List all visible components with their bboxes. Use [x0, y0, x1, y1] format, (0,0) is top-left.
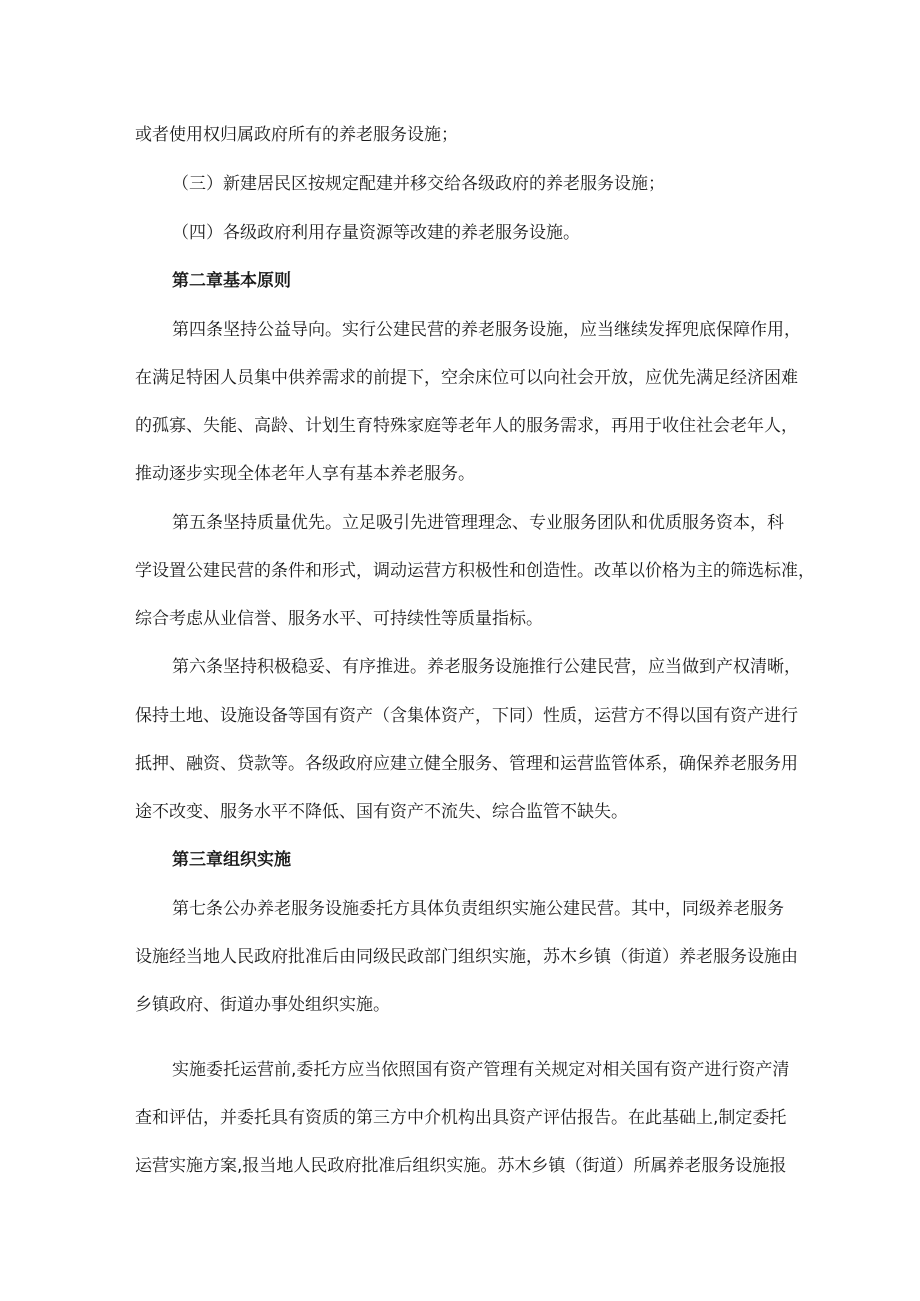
text-line-15: 途不改变、服务水平不降低、国有资产不流失、综合监管不缺失。 [135, 802, 628, 822]
text-line-2: （三）新建居民区按规定配建并移交给各级政府的养老服务设施； [172, 174, 665, 194]
text-line-8: 推动逐步实现全体老年人享有基本养老服务。 [135, 464, 475, 484]
chapter-heading-3: 第三章组织实施 [172, 850, 291, 870]
text-line-13: 保持土地、设施设备等国有资产（含集体资产，下同）性质，运营方不得以国有资产进行 [135, 706, 798, 726]
text-line-21: 查和评估，并委托具有资质的第三方中介机构出具资产评估报告。在此基础上,制定委托 [135, 1108, 787, 1128]
text-line-6: 在满足特困人员集中供养需求的前提下，空余床位可以向社会开放，应优先满足经济困难 [135, 368, 798, 388]
text-line-18: 设施经当地人民政府批准后由同级民政部门组织实施，苏木乡镇（街道）养老服务设施由 [135, 947, 798, 967]
text-line-22: 运营实施方案,报当地人民政府批准后组织实施。苏木乡镇（街道）所属养老服务设施报 [135, 1156, 787, 1176]
text-line-7: 的孤寡、失能、高龄、计划生育特殊家庭等老年人的服务需求，再用于收住社会老年人， [135, 416, 798, 436]
text-line-1: 或者使用权归属政府所有的养老服务设施； [135, 125, 458, 145]
text-line-9: 第五条坚持质量优先。立足吸引先进管理理念、专业服务团队和优质服务资本，科 [172, 513, 784, 533]
text-line-10: 学设置公建民营的条件和形式，调动运营方积极性和创造性。改革以价格为主的筛选标准， [135, 561, 815, 581]
text-line-20: 实施委托运营前,委托方应当依照国有资产管理有关规定对相关国有资产进行资产清 [172, 1060, 790, 1080]
text-line-5: 第四条坚持公益导向。实行公建民营的养老服务设施，应当继续发挥兜底保障作用， [172, 320, 801, 340]
text-line-14: 抵押、融资、贷款等。各级政府应建立健全服务、管理和运营监管体系，确保养老服务用 [135, 754, 798, 774]
text-line-3: （四）各级政府利用存量资源等改建的养老服务设施。 [172, 223, 580, 243]
text-line-19: 乡镇政府、街道办事处组织实施。 [135, 995, 390, 1015]
text-line-17: 第七条公办养老服务设施委托方具体负责组织实施公建民营。其中，同级养老服务 [172, 899, 784, 919]
chapter-heading-2: 第二章基本原则 [172, 271, 291, 291]
text-line-11: 综合考虑从业信誉、服务水平、可持续性等质量指标。 [135, 609, 543, 629]
text-line-12: 第六条坚持积极稳妥、有序推进。养老服务设施推行公建民营，应当做到产权清晰， [172, 657, 801, 677]
